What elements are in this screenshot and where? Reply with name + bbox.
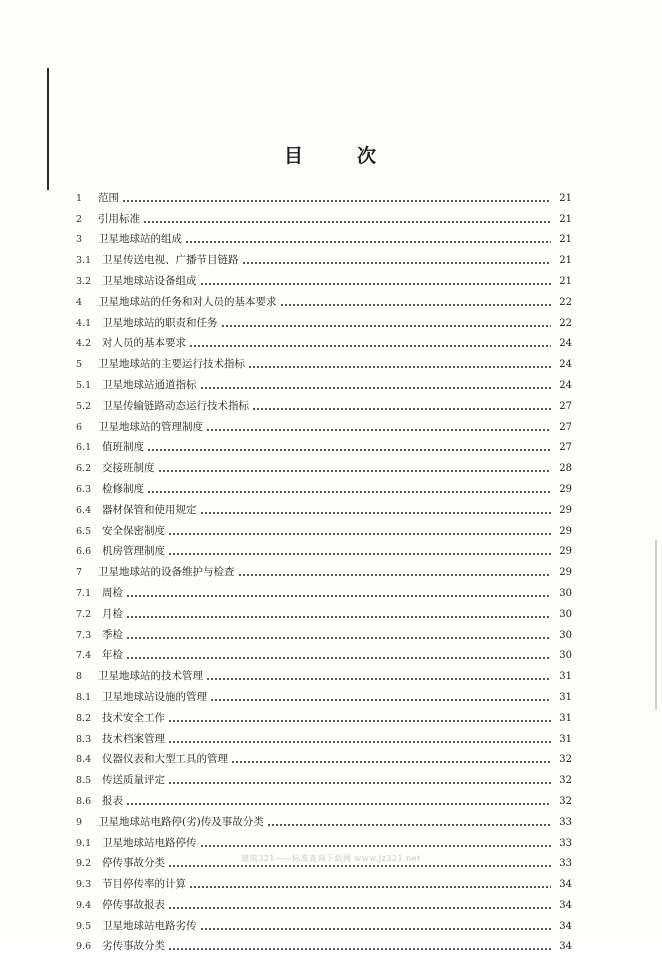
toc-entry	[76, 579, 572, 600]
toc-entry-page: 29	[559, 504, 572, 516]
toc-entry-number: 9.5	[76, 920, 92, 932]
toc-entry	[76, 829, 572, 850]
toc-entry	[76, 912, 572, 933]
toc-dot-leader	[200, 387, 552, 389]
toc-entry	[76, 746, 572, 767]
toc-entry-page: 33	[559, 837, 572, 849]
toc-entry	[76, 205, 572, 226]
toc-entry-label: 劣传事故分类	[102, 940, 165, 953]
toc-dot-leader	[158, 470, 552, 472]
toc-entry-page: 21	[559, 213, 572, 225]
toc-dot-leader	[168, 720, 551, 722]
toc-entry-number: 7.3	[76, 629, 92, 641]
toc-dot-leader	[168, 553, 551, 555]
toc-dot-leader	[200, 928, 552, 930]
toc-entry-number: 9.4	[76, 899, 92, 911]
toc-entry	[76, 475, 572, 496]
toc-entry-page: 34	[559, 941, 572, 953]
toc-entry-label: 停传事故报表	[102, 898, 165, 911]
toc-entry	[76, 288, 572, 309]
toc-entry-number: 6.3	[76, 483, 92, 495]
toc-entry	[76, 642, 572, 663]
toc-entry-page: 33	[559, 816, 572, 828]
toc-entry-page: 21	[559, 234, 572, 246]
toc-entry	[76, 184, 572, 205]
toc-dot-leader	[200, 845, 552, 847]
toc-dot-leader	[231, 761, 551, 763]
toc-entry-label: 交接班制度	[102, 462, 155, 475]
toc-entry-number: 1	[76, 192, 83, 204]
title-char-2: 次	[357, 145, 379, 167]
toc-dot-leader	[185, 241, 551, 243]
toc-entry-label: 引用标准	[98, 212, 140, 225]
toc-dot-leader	[267, 824, 551, 826]
toc-entry-label: 卫星传输链路动态运行技术指标	[102, 399, 249, 412]
toc-entry-label: 安全保密制度	[102, 524, 165, 537]
toc-entry-page: 29	[559, 525, 572, 537]
toc-entry-label: 季检	[102, 628, 123, 641]
toc-entry-number: 8.5	[76, 775, 92, 787]
toc-entry-number: 6	[76, 421, 83, 433]
toc-entry-number: 2	[76, 213, 83, 225]
toc-entry-number: 8.6	[76, 795, 92, 807]
watermark-footer: 建筑321——标准查询下载网 www.jz321.net	[241, 854, 421, 863]
toc-entry-number: 3	[76, 234, 83, 246]
toc-dot-leader	[126, 595, 551, 597]
toc-entry-page: 21	[559, 275, 572, 287]
toc-entry-number: 6.4	[76, 504, 92, 516]
toc-dot-leader	[238, 574, 552, 576]
toc-entry-page: 30	[559, 587, 572, 599]
toc-entry-label: 卫星地球站的技术管理	[98, 670, 203, 683]
toc-entry-number: 3.1	[76, 255, 92, 267]
toc-entry-page: 24	[559, 338, 572, 350]
title-char-1: 目	[283, 145, 305, 167]
toc-entry-page: 28	[559, 463, 572, 475]
toc-entry	[76, 891, 572, 912]
scan-edge-mark	[47, 68, 49, 190]
toc-dot-leader	[252, 408, 551, 410]
toc-entry-number: 5.2	[76, 400, 92, 412]
toc-entry-number: 9.2	[76, 858, 92, 870]
table-of-contents	[76, 184, 572, 953]
toc-entry	[76, 434, 572, 455]
toc-entry-number: 5	[76, 359, 83, 371]
toc-entry	[76, 496, 572, 517]
toc-dot-leader	[242, 262, 552, 264]
toc-entry-number: 9.3	[76, 879, 92, 891]
toc-entry-page: 30	[559, 629, 572, 641]
toc-dot-leader	[206, 678, 551, 680]
toc-dot-leader	[126, 616, 551, 618]
toc-entry-page: 24	[559, 379, 572, 391]
toc-entry-page: 34	[559, 920, 572, 932]
toc-entry	[76, 662, 572, 683]
toc-entry-label: 卫星地球站电路停(劣)传及事故分类	[98, 815, 264, 828]
toc-entry-number: 7.4	[76, 650, 92, 662]
toc-entry-number: 6.2	[76, 463, 92, 475]
toc-dot-leader	[206, 429, 551, 431]
toc-entry-page: 31	[559, 671, 572, 683]
toc-entry-number: 9.6	[76, 941, 92, 953]
toc-entry-page: 31	[559, 733, 572, 745]
toc-entry-page: 33	[559, 858, 572, 870]
toc-entry-label: 技术档案管理	[102, 732, 165, 745]
toc-entry-label: 范围	[98, 191, 119, 204]
toc-entry-number: 8.2	[76, 712, 92, 724]
toc-entry-label: 卫星地球站设备组成	[102, 274, 197, 287]
toc-entry-label: 值班制度	[102, 441, 144, 454]
toc-entry	[76, 621, 572, 642]
toc-entry-label: 卫星地球站设施的管理	[102, 690, 207, 703]
toc-dot-leader	[189, 345, 551, 347]
toc-entry	[76, 392, 572, 413]
toc-entry-number: 9	[76, 816, 83, 828]
toc-dot-leader	[168, 782, 551, 784]
toc-entry-number: 8	[76, 671, 83, 683]
toc-dot-leader	[126, 657, 551, 659]
toc-entry-page: 21	[559, 192, 572, 204]
toc-entry-page: 34	[559, 879, 572, 891]
toc-entry	[76, 787, 572, 808]
toc-entry	[76, 413, 572, 434]
toc-entry-page: 31	[559, 712, 572, 724]
toc-entry	[76, 538, 572, 559]
toc-entry-page: 29	[559, 546, 572, 558]
toc-entry-number: 4.2	[76, 338, 92, 350]
toc-entry-number: 9.1	[76, 837, 92, 849]
toc-entry	[76, 309, 572, 330]
toc-entry-label: 卫星地球站电路劣传	[102, 919, 197, 932]
toc-entry	[76, 454, 572, 475]
toc-entry-label: 卫星地球站电路停传	[102, 836, 197, 849]
toc-dot-leader	[126, 803, 551, 805]
toc-entry-page: 30	[559, 650, 572, 662]
toc-entry-number: 7.2	[76, 608, 92, 620]
toc-entry	[76, 517, 572, 538]
toc-entry-page: 32	[559, 795, 572, 807]
toc-entry-label: 报表	[102, 794, 123, 807]
toc-entry-page: 27	[559, 421, 572, 433]
toc-entry-label: 停传事故分类	[102, 857, 165, 870]
toc-entry-page: 22	[559, 296, 572, 308]
toc-entry-label: 技术安全工作	[102, 711, 165, 724]
toc-entry-label: 机房管理制度	[102, 545, 165, 558]
toc-entry-label: 传送质量评定	[102, 774, 165, 787]
toc-dot-leader	[221, 325, 552, 327]
toc-entry-label: 卫星地球站通道指标	[102, 378, 197, 391]
toc-entry-label: 节目停传率的计算	[102, 878, 186, 891]
scan-edge-mark-right	[655, 540, 657, 710]
toc-entry	[76, 226, 572, 247]
toc-entry	[76, 371, 572, 392]
toc-dot-leader	[189, 886, 551, 888]
toc-dot-leader	[200, 512, 552, 514]
toc-entry	[76, 330, 572, 351]
toc-entry-page: 31	[559, 691, 572, 703]
toc-entry	[76, 766, 572, 787]
toc-dot-leader	[168, 741, 551, 743]
toc-dot-leader	[280, 304, 552, 306]
toc-entry-page: 27	[559, 442, 572, 454]
toc-entry-page: 27	[559, 400, 572, 412]
toc-entry-label: 器材保管和使用规定	[102, 503, 197, 516]
toc-entry-label: 年检	[102, 649, 123, 662]
toc-entry-label: 卫星传送电视、广播节目链路	[102, 254, 239, 267]
toc-entry-number: 4	[76, 296, 83, 308]
toc-dot-leader	[168, 907, 551, 909]
toc-entry-page: 21	[559, 255, 572, 267]
page-title	[0, 141, 662, 168]
toc-entry-label: 卫星地球站的任务和对人员的基本要求	[98, 295, 277, 308]
toc-entry	[76, 267, 572, 288]
toc-entry-label: 仪器仪表和大型工具的管理	[102, 753, 228, 766]
toc-entry	[76, 725, 572, 746]
toc-entry-label: 周检	[102, 586, 123, 599]
toc-dot-leader	[168, 533, 551, 535]
toc-entry-number: 7.1	[76, 587, 92, 599]
toc-entry	[76, 870, 572, 891]
toc-entry	[76, 808, 572, 829]
toc-entry-number: 4.1	[76, 317, 92, 329]
toc-entry-page: 34	[559, 899, 572, 911]
toc-entry-number: 6.1	[76, 442, 92, 454]
toc-entry-number: 5.1	[76, 379, 92, 391]
toc-dot-leader	[126, 637, 551, 639]
toc-entry-number: 8.4	[76, 754, 92, 766]
toc-dot-leader	[168, 948, 551, 950]
toc-entry-label: 卫星地球站的设备维护与检查	[98, 566, 235, 579]
toc-entry-number: 7	[76, 567, 83, 579]
toc-dot-leader	[210, 699, 551, 701]
toc-dot-leader	[248, 366, 551, 368]
toc-entry-page: 32	[559, 775, 572, 787]
toc-dot-leader	[200, 283, 552, 285]
toc-entry-label: 卫星地球站的管理制度	[98, 420, 203, 433]
toc-entry-page: 22	[559, 317, 572, 329]
toc-entry	[76, 350, 572, 371]
toc-entry-number: 8.1	[76, 691, 92, 703]
toc-entry-label: 卫星地球站的主要运行技术指标	[98, 358, 245, 371]
toc-entry-page: 30	[559, 608, 572, 620]
toc-dot-leader	[122, 200, 551, 202]
toc-entry	[76, 704, 572, 725]
toc-entry-number: 8.3	[76, 733, 92, 745]
toc-dot-leader	[168, 865, 551, 867]
toc-entry-label: 卫星地球站的职责和任务	[102, 316, 218, 329]
toc-entry-page: 32	[559, 754, 572, 766]
toc-entry-page: 29	[559, 483, 572, 495]
toc-dot-leader	[147, 491, 551, 493]
toc-entry-number: 6.6	[76, 546, 92, 558]
toc-entry	[76, 683, 572, 704]
toc-entry-label: 卫星地球站的组成	[98, 233, 182, 246]
toc-entry-label: 检修制度	[102, 482, 144, 495]
toc-entry-number: 3.2	[76, 275, 92, 287]
toc-entry	[76, 558, 572, 579]
toc-dot-leader	[147, 449, 551, 451]
toc-entry	[76, 246, 572, 267]
toc-entry	[76, 600, 572, 621]
toc-entry-page: 29	[559, 567, 572, 579]
toc-entry-number: 6.5	[76, 525, 92, 537]
toc-dot-leader	[143, 221, 551, 223]
toc-entry-label: 对人员的基本要求	[102, 337, 186, 350]
toc-entry-label: 月检	[102, 607, 123, 620]
toc-entry-page: 24	[559, 359, 572, 371]
